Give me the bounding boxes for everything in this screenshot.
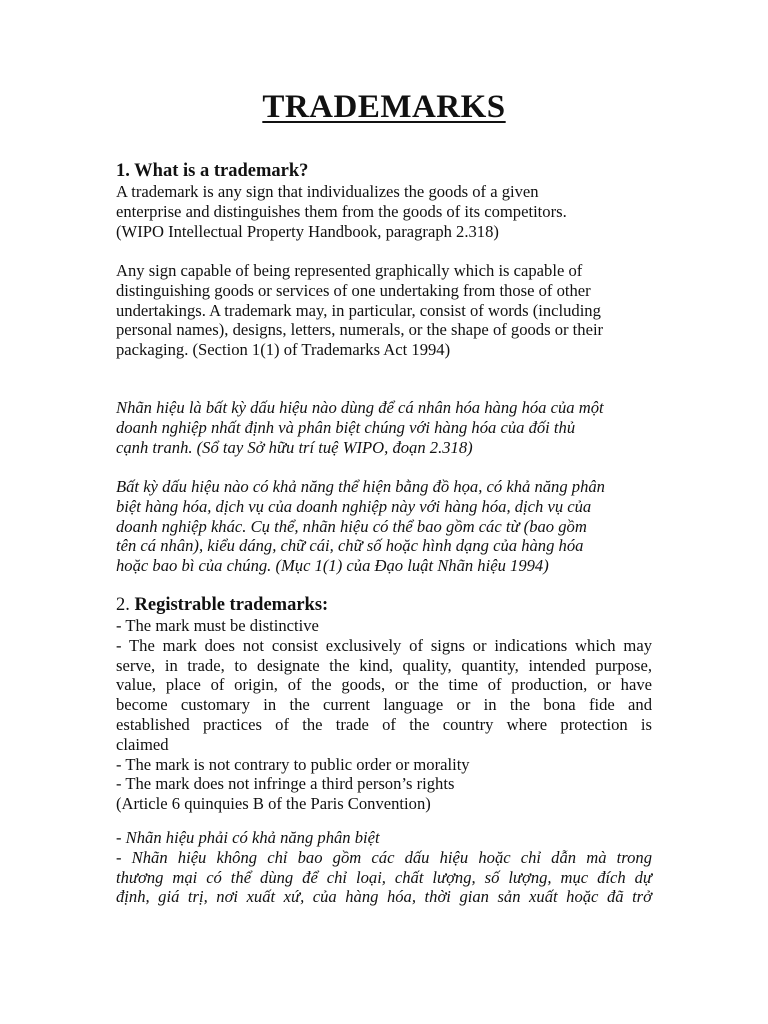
document-title: TRADEMARKS <box>262 89 506 125</box>
text-line: packaging. (Section 1(1) of Trademarks Act 1994) <box>116 340 451 360</box>
section-1-heading: 1. What is a trademark? <box>116 161 309 181</box>
text-line: A trademark is any sign that individualizes the goods of a given <box>116 182 539 201</box>
text-line: cạnh tranh. (Sổ tay Sở hữu trí tuệ WIPO, đoạn 2.318) <box>116 437 473 457</box>
list-item: (Article 6 quinquies B of the Paris Convention) <box>116 794 431 814</box>
list-item: thương mại có thể dùng để chỉ loại, chất lượng, số lượng, mục đích dự <box>116 867 652 887</box>
list-item: established practices of the trade of the country where protection is <box>116 714 652 734</box>
list-item: - The mark does not infringe a third person’s rights <box>116 774 455 794</box>
section-2-number: 2. <box>116 595 130 615</box>
section-1-definition <box>116 160 652 241</box>
list-item: - Nhãn hiệu phải có khả năng phân biệt <box>116 828 380 847</box>
list-item: value, place of origin, of the goods, or the time of production, or have <box>116 675 652 695</box>
text-line: (WIPO Intellectual Property Handbook, paragraph 2.318) <box>116 221 499 241</box>
text-line: enterprise and distinguishes them from the goods of its competitors. <box>116 201 567 221</box>
text-line: tên cá nhân), kiểu dáng, chữ cái, chữ số hoặc hình dạng của hàng hóa <box>116 536 584 556</box>
vi-act-paragraph <box>116 477 652 576</box>
list-item: become customary in the current language or in the bona fide and <box>116 695 652 715</box>
text-line: distinguishing goods or services of one undertaking from those of other <box>116 280 591 300</box>
list-item: - The mark must be distinctive <box>116 616 319 635</box>
vi-registrable-conditions-list <box>116 828 652 907</box>
list-item: serve, in trade, to designate the kind, quality, quantity, intended purpose, <box>116 655 652 675</box>
list-item: định, giá trị, nơi xuất xứ, của hàng hóa, thời gian sản xuất hoặc đã trở <box>116 887 652 907</box>
text-line: biệt hàng hóa, dịch vụ của doanh nghiệp này với hàng hóa, dịch vụ của <box>116 496 592 516</box>
section-2-title: Registrable trademarks: <box>134 595 329 615</box>
list-item: claimed <box>116 734 169 754</box>
text-line: doanh nghiệp khác. Cụ thể, nhãn hiệu có thể bao gồm các từ (bao gồm <box>116 516 587 536</box>
section-2-heading <box>116 594 652 616</box>
text-line: doanh nghiệp nhất định và phân biệt chúng với hàng hóa của đối thủ <box>116 417 576 437</box>
trademarks-act-paragraph <box>116 261 652 360</box>
text-line: Nhãn hiệu là bất kỳ dấu hiệu nào dùng để cá nhân hóa hàng hóa của một <box>116 398 604 417</box>
list-item: - The mark is not contrary to public order or morality <box>116 754 470 774</box>
registrable-conditions-list <box>116 616 652 814</box>
text-line: hoặc bao bì của chúng. (Mục 1(1) của Đạo luật Nhãn hiệu 1994) <box>116 556 549 576</box>
text-line: Any sign capable of being represented graphically which is capable of <box>116 261 583 280</box>
text-line: personal names), designs, letters, numerals, or the shape of goods or their <box>116 320 604 340</box>
vi-definition-paragraph <box>116 398 652 457</box>
text-line: undertakings. A trademark may, in particular, consist of words (including <box>116 300 601 320</box>
list-item: - The mark does not consist exclusively of signs or indications which may <box>116 635 652 655</box>
list-item: - Nhãn hiệu không chỉ bao gồm các dấu hiệu hoặc chỉ dẫn mà trong <box>116 847 652 867</box>
text-line: Bất kỳ dấu hiệu nào có khả năng thể hiện bằng đồ họa, có khả năng phân <box>116 477 605 496</box>
